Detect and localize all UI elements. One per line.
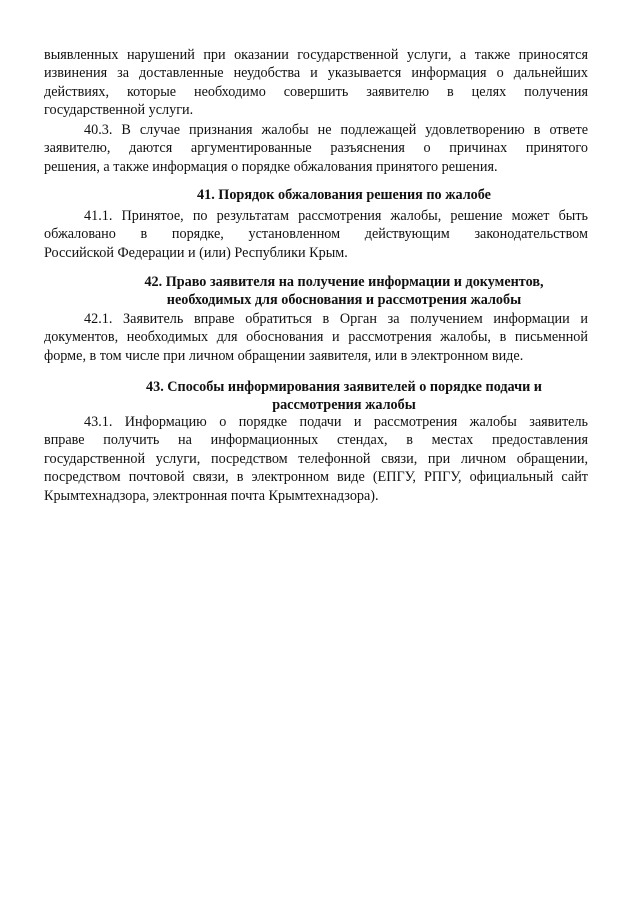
text-line: форме, в том числе при личном обращении заявителя, или в электронном виде. (44, 347, 524, 364)
text-line: документов, необходимых для обоснования и рассмотрения жалобы, в письменной (44, 329, 588, 346)
text-line: действиях, которые необходимо совершить заявителю в целях получения (44, 83, 588, 100)
text-line: вправе получить на информационных стендах, в местах предоставления (44, 432, 588, 449)
section-heading-41 (104, 186, 584, 204)
text-line: выявленных нарушений при оказании государственной услуги, а также приносятся (44, 47, 588, 63)
heading-line: 43. Способы информирования заявителей о порядке подачи и (146, 379, 542, 395)
heading-line: необходимых для обоснования и рассмотрения жалобы (166, 292, 522, 308)
text-line: 43.1. Информацию о порядке подачи и рассмотрения жалобы заявитель (84, 414, 588, 430)
heading-line: рассмотрения жалобы (272, 397, 416, 413)
text-line: заявителю, даются аргументированные разъяснения о причинах принятого (44, 140, 588, 157)
section-heading-43 (104, 378, 584, 414)
text-line: государственной услуги. (44, 102, 194, 119)
text-line: извинения за доставленные неудобства и указывается информация о дальнейших (44, 65, 588, 82)
text-line: обжаловано в порядке, установленном действующим законодательством (44, 226, 588, 243)
text-line: решения, а также информация о порядке обжалования принятого решения. (44, 158, 498, 175)
text-line: 42.1. Заявитель вправе обратиться в Орган за получением информации и (84, 311, 588, 327)
heading-line: 41. Порядок обжалования решения по жалобе (197, 187, 491, 203)
paragraph-40-3 (44, 121, 588, 176)
paragraph-42-1 (44, 310, 588, 365)
text-line: 40.3. В случае признания жалобы не подлежащей удовлетворению в ответе (84, 122, 588, 138)
text-line: 41.1. Принятое, по результатам рассмотрения жалобы, решение может быть (84, 208, 588, 224)
heading-line: 42. Право заявителя на получение информации и документов, (144, 274, 544, 290)
text-line: посредством почтовой связи, в электронном виде (ЕПГУ, РПГУ, официальный сайт (44, 469, 588, 486)
paragraph-40-2-end (44, 46, 588, 120)
paragraph-43-1 (44, 413, 588, 505)
text-line: Крымтехнадзора, электронная почта Крымтехнадзора). (44, 487, 379, 504)
text-line: Российской Федерации и (или) Республики Крым. (44, 244, 348, 261)
section-heading-42 (104, 273, 584, 309)
text-line: государственной услуги, посредством телефонной связи, при личном обращении, (44, 450, 588, 467)
paragraph-41-1 (44, 207, 588, 262)
